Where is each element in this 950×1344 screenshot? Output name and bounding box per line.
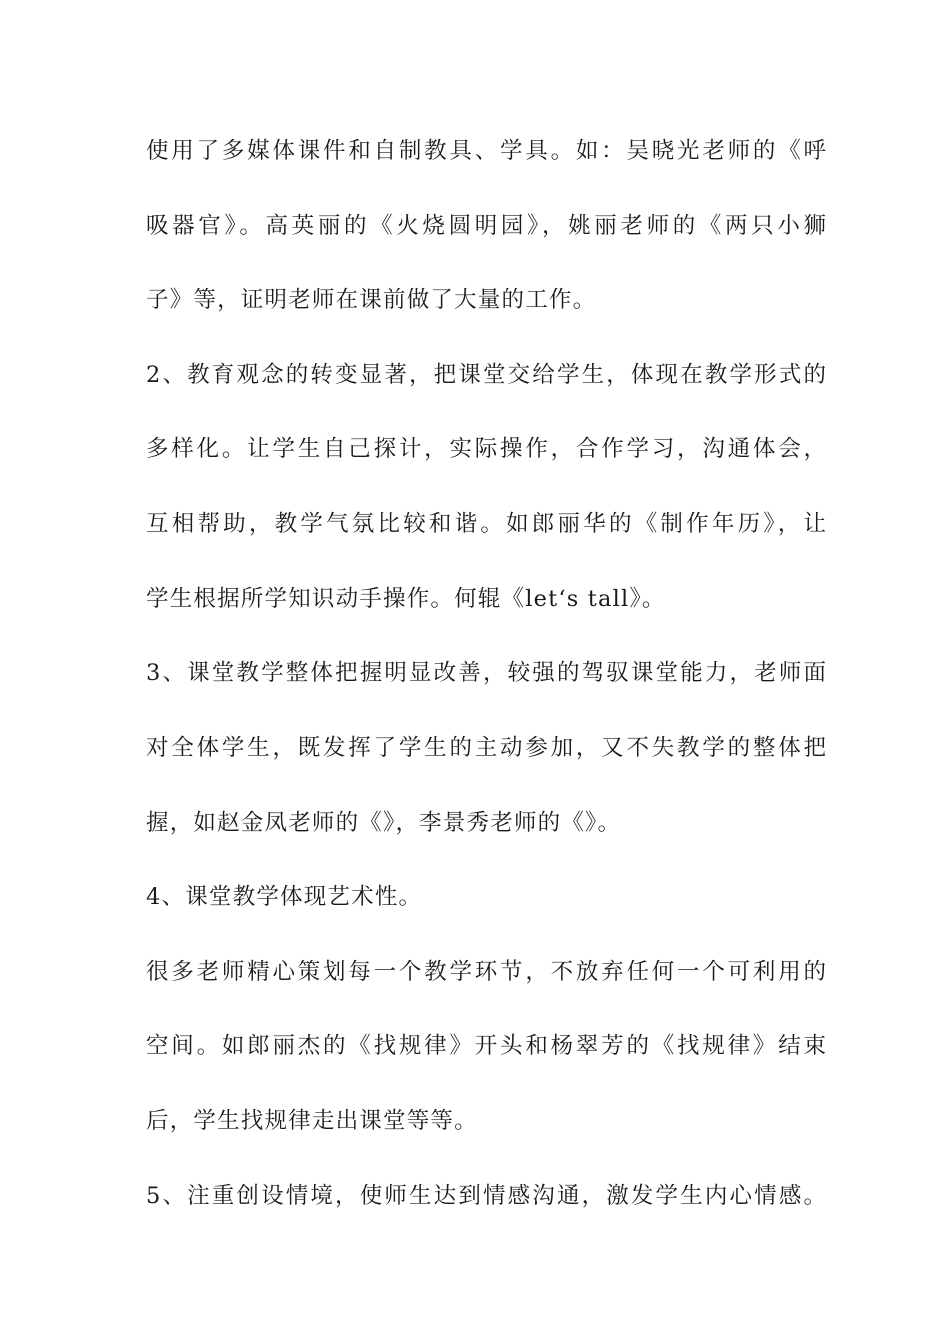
paragraph-line: 3、课堂教学整体把握明显改善，较强的驾驭课堂能力，老师面 [146,660,826,686]
paragraph-line: 4、课堂教学体现艺术性。 [146,884,423,910]
paragraph-line: 互相帮助，教学气氛比较和谐。如郎丽华的《制作年历》，让 [146,511,826,537]
paragraph-line: 5、注重创设情境，使师生达到情感沟通，激发学生内心情感。 [146,1183,826,1209]
paragraph-line: 吸器官》。高英丽的《火烧圆明园》，姚丽老师的《两只小狮 [146,213,826,239]
paragraph-line: 子》等，证明老师在课前做了大量的工作。 [146,287,597,313]
paragraph-line: 空间。如郎丽杰的《找规律》开头和杨翠芳的《找规律》结束 [146,1033,826,1059]
paragraph-line: 学生根据所学知识动手操作。何辊《let‘s tall》。 [146,586,666,612]
paragraph-line: 握，如赵金凤老师的《》，李景秀老师的《》。 [146,810,622,836]
paragraph-line: 很多老师精心策划每一个教学环节，不放弃任何一个可利用的 [146,959,826,985]
paragraph-line: 对全体学生，既发挥了学生的主动参加，又不失教学的整体把 [146,735,826,761]
paragraph-line: 2、教育观念的转变显著，把课堂交给学生，体现在教学形式的 [146,362,826,388]
paragraph-line: 后，学生找规律走出课堂等等。 [146,1108,478,1134]
paragraph-line: 使用了多媒体课件和自制教具、学具。如：吴晓光老师的《呼 [146,138,826,164]
paragraph-line: 多样化。让学生自己探计，实际操作，合作学习，沟通体会， [146,436,826,462]
